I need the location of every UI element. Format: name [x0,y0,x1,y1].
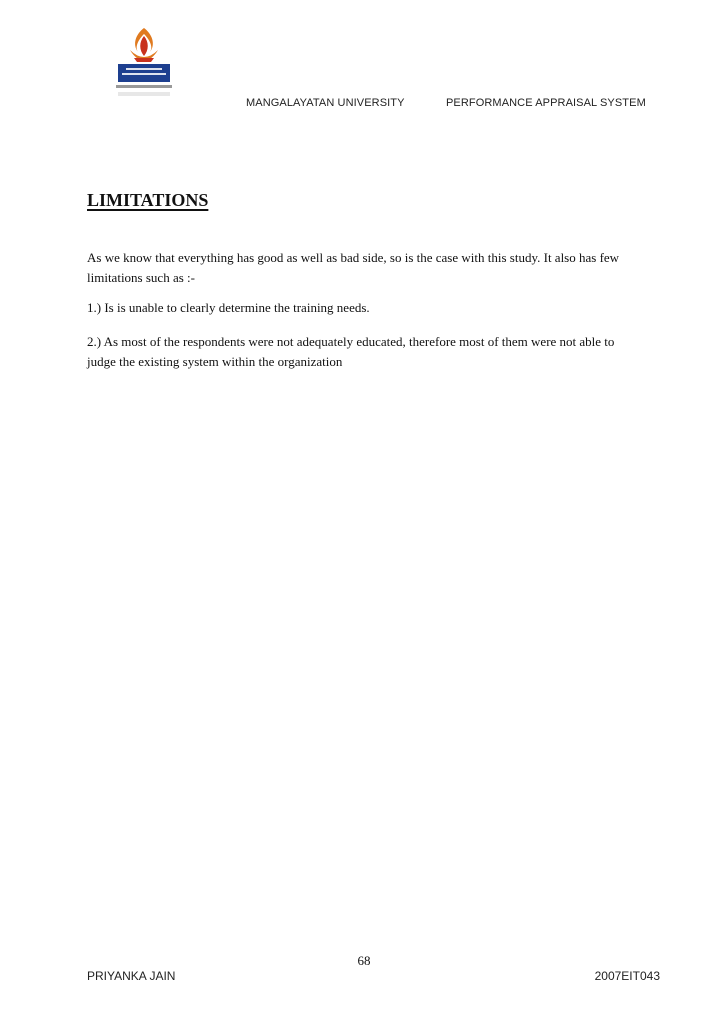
intro-paragraph: As we know that everything has good as well as bad side, so is the case with this study. It also has few limitations such as :- [87,250,620,285]
footer-author: PRIYANKA JAIN [87,969,176,983]
university-logo-icon [112,20,176,100]
limitation-item-1: 1.) Is is unable to clearly determine the training needs. [87,300,370,315]
section-heading: LIMITATIONS [87,190,209,210]
header-university: MANGALAYATAN UNIVERSITY [246,97,405,109]
header-system-title: PERFORMANCE APPRAISAL SYSTEM [446,97,646,109]
limitation-item-2: 2.) As most of the respondents were not adequately educated, therefore most of them were not able to judge the existing system within the organization [87,334,615,369]
page-number: 68 [357,953,371,968]
footer-student-id: 2007EIT043 [594,969,660,983]
